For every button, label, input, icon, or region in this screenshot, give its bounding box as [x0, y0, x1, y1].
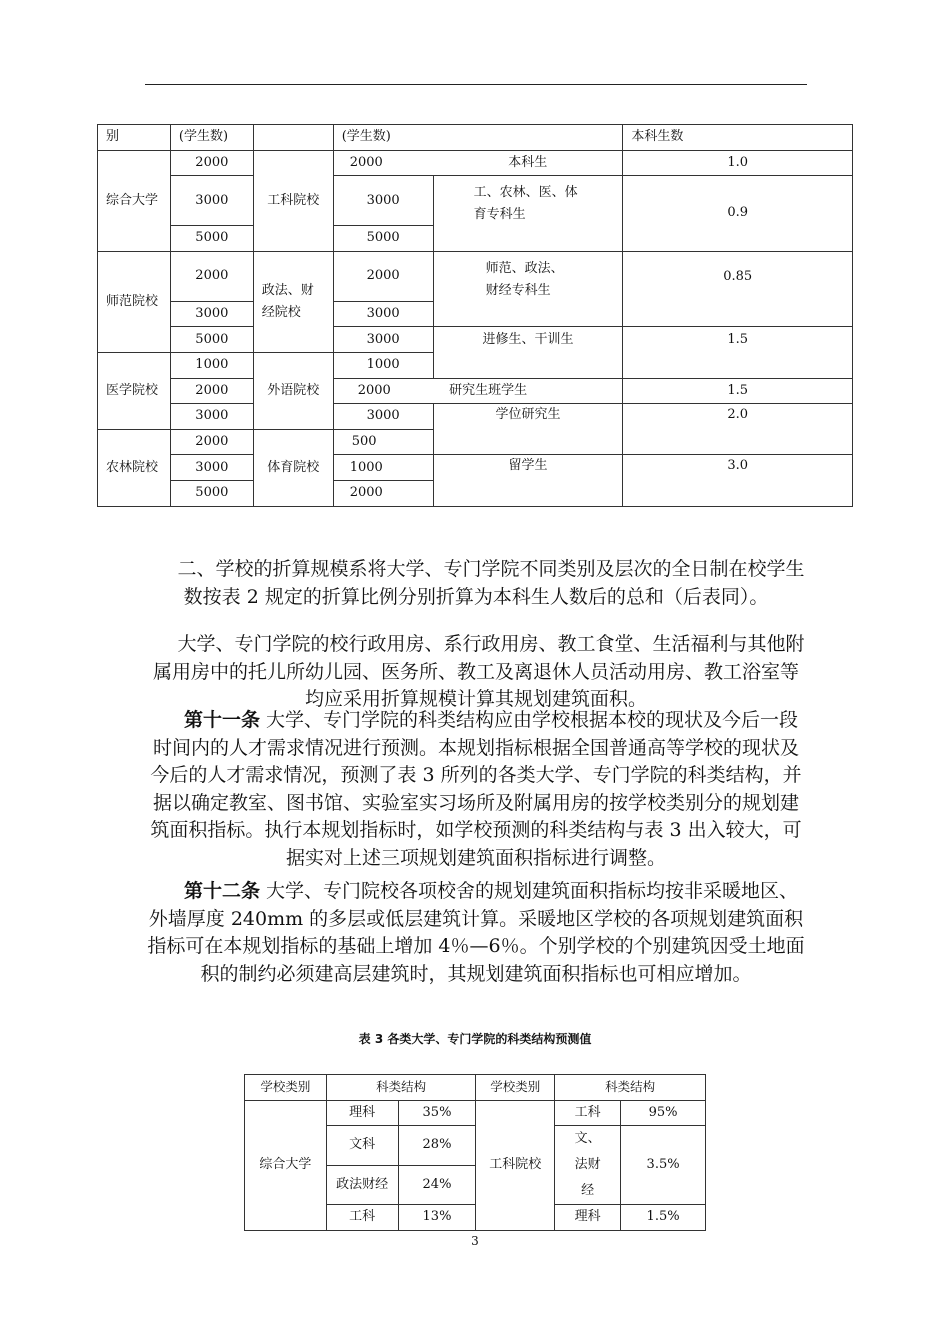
count-cell: 3000	[333, 327, 433, 353]
conversion-table	[97, 124, 853, 507]
ratio-cell: 1.5	[623, 327, 853, 378]
count-cell: 2000	[170, 150, 253, 176]
count-cell: 1000	[170, 352, 253, 378]
pct-cell: 24%	[398, 1165, 476, 1205]
blank-cell	[433, 429, 623, 455]
article-11-text: 大学、专门学院的科类结构应由学校根据本校的现状及今后一段时间内的人才需求情况进行预测。本规划指标根据全国普通高等学校的现状及今后的人才需求情况，预测了表 3 所列的各类大学、专门学院的科类结构，并据以确定教室、图书馆、实验室实习场所及附属用房的按学校类别分的规划建筑面积指标。执行本规划指标时，如学校预测的科类结构与表 3 出入较大，可据实对上述三项规划建筑面积指标进行调整。	[150, 709, 802, 869]
table-cell: 别	[98, 125, 171, 151]
count-cell: 1000	[333, 455, 433, 481]
count-cell: 3000	[170, 404, 253, 430]
category-cell: 师范、政法、财经专科生	[433, 251, 623, 327]
table-row	[98, 429, 853, 455]
pct-cell: 13%	[398, 1205, 476, 1231]
count-cell: 3000	[170, 455, 253, 481]
paragraph-2	[145, 631, 807, 714]
table-cell: (学生数)	[170, 125, 253, 151]
count-cell: 3000	[170, 176, 253, 226]
table-cell	[433, 125, 623, 151]
table-row	[98, 404, 853, 430]
school-type-cell: 外语院校	[253, 352, 333, 429]
ratio-cell: 1.0	[623, 150, 853, 176]
pct-cell: 35%	[398, 1100, 476, 1126]
paragraph-3	[145, 707, 807, 872]
count-cell: 2000	[170, 378, 253, 404]
article-12-text: 大学、专门院校各项校舍的规划建筑面积指标均按非采暖地区、外墙厚度 240mm 的多层或低层建筑计算。采暖地区学校的各项规划建筑面积指标可在本规划指标的基础上增加 4％—6％。个别学校的个别建筑因受土地面积的制约必须建高层建筑时，其规划建筑面积指标也可相应增加。	[147, 880, 805, 985]
count-cell: 2000	[333, 150, 433, 176]
blank-cell	[623, 429, 853, 455]
school-type-cell: 师范院校	[98, 251, 171, 352]
table-row	[245, 1100, 706, 1126]
pct-cell: 3.5%	[621, 1126, 706, 1205]
category-cell: 本科生	[433, 150, 623, 176]
count-cell: 2000	[333, 251, 433, 301]
count-cell: 2000	[333, 378, 433, 404]
category-cell: 学位研究生	[433, 404, 623, 430]
table-row	[98, 455, 853, 481]
article-12-title: 第十二条	[183, 880, 260, 902]
category-cell: 工、农林、医、体育专科生	[433, 176, 623, 252]
count-cell: 500	[333, 429, 433, 455]
header-rule	[145, 84, 807, 85]
school-type-cell: 综合大学	[98, 150, 171, 251]
count-cell: 2000	[170, 429, 253, 455]
ratio-cell: 2.0	[623, 404, 853, 430]
school-type-cell: 政法、财经院校	[253, 251, 333, 352]
table-row	[98, 150, 853, 176]
ratio-cell: 3.0	[623, 455, 853, 506]
table-row	[98, 378, 853, 404]
pct-cell: 95%	[621, 1100, 706, 1126]
table-row	[98, 251, 853, 301]
school-type-cell: 工科院校	[253, 150, 333, 251]
school-type-cell: 综合大学	[245, 1100, 327, 1230]
header-cell: 科类结构	[326, 1075, 476, 1101]
count-cell: 5000	[170, 327, 253, 353]
table-cell: 本科生数	[623, 125, 853, 151]
header-cell: 科类结构	[555, 1075, 706, 1101]
category-cell: 留学生	[433, 455, 623, 506]
paragraph-1: 二、学校的折算规模系将大学、专门学院不同类别及层次的全日制在校学生数按表 2 规定的折算比例分别折算为本科生人数后的总和（后表同）。	[177, 558, 805, 608]
subject-cell: 理科	[555, 1205, 621, 1231]
paragraph-4	[145, 878, 807, 988]
ratio-cell: 0.9	[623, 176, 853, 252]
count-cell: 3000	[333, 176, 433, 226]
count-cell: 5000	[170, 480, 253, 506]
subject-cell: 文科	[326, 1126, 398, 1166]
count-cell: 3000	[170, 301, 253, 327]
count-cell: 2000	[170, 251, 253, 301]
table-header-row	[245, 1075, 706, 1101]
pct-cell: 28%	[398, 1126, 476, 1166]
category-cell: 进修生、干训生	[433, 327, 623, 378]
count-cell: 2000	[333, 480, 433, 506]
subject-cell: 文、法财经	[555, 1126, 621, 1205]
subject-cell: 工科	[326, 1205, 398, 1231]
pct-cell: 1.5%	[621, 1205, 706, 1231]
subject-structure-table	[244, 1074, 706, 1231]
paragraph-2-text: 大学、专门学院的校行政用房、系行政用房、教工食堂、生活福利与其他附属用房中的托儿所幼儿园、医务所、教工及离退休人员活动用房、教工浴室等均应采用折算规模计算其规划建筑面积。	[152, 633, 805, 710]
school-type-cell: 体育院校	[253, 429, 333, 506]
school-type-cell: 农林院校	[98, 429, 171, 506]
subject-cell: 理科	[326, 1100, 398, 1126]
table-row	[98, 176, 853, 226]
page-number: 3	[471, 1234, 479, 1248]
count-cell: 5000	[170, 226, 253, 252]
count-cell: 3000	[333, 404, 433, 430]
count-cell: 5000	[333, 226, 433, 252]
count-cell: 3000	[333, 301, 433, 327]
article-11-title: 第十一条	[183, 709, 260, 731]
school-type-cell: 医学院校	[98, 352, 171, 429]
count-cell: 1000	[333, 352, 433, 378]
subject-cell: 工科	[555, 1100, 621, 1126]
table-row	[98, 327, 853, 353]
header-cell: 学校类别	[476, 1075, 555, 1101]
category-cell: 研究生班学生	[433, 378, 623, 404]
subject-cell: 政法财经	[326, 1165, 398, 1205]
table-cell: (学生数)	[333, 125, 433, 151]
table3-caption: 表 3 各类大学、专门学院的科类结构预测值	[358, 1032, 592, 1046]
table-header-row	[98, 125, 853, 151]
school-type-cell: 工科院校	[476, 1100, 555, 1230]
table-cell	[253, 125, 333, 151]
header-cell: 学校类别	[245, 1075, 327, 1101]
ratio-cell: 1.5	[623, 378, 853, 404]
ratio-cell: 0.85	[623, 251, 853, 327]
